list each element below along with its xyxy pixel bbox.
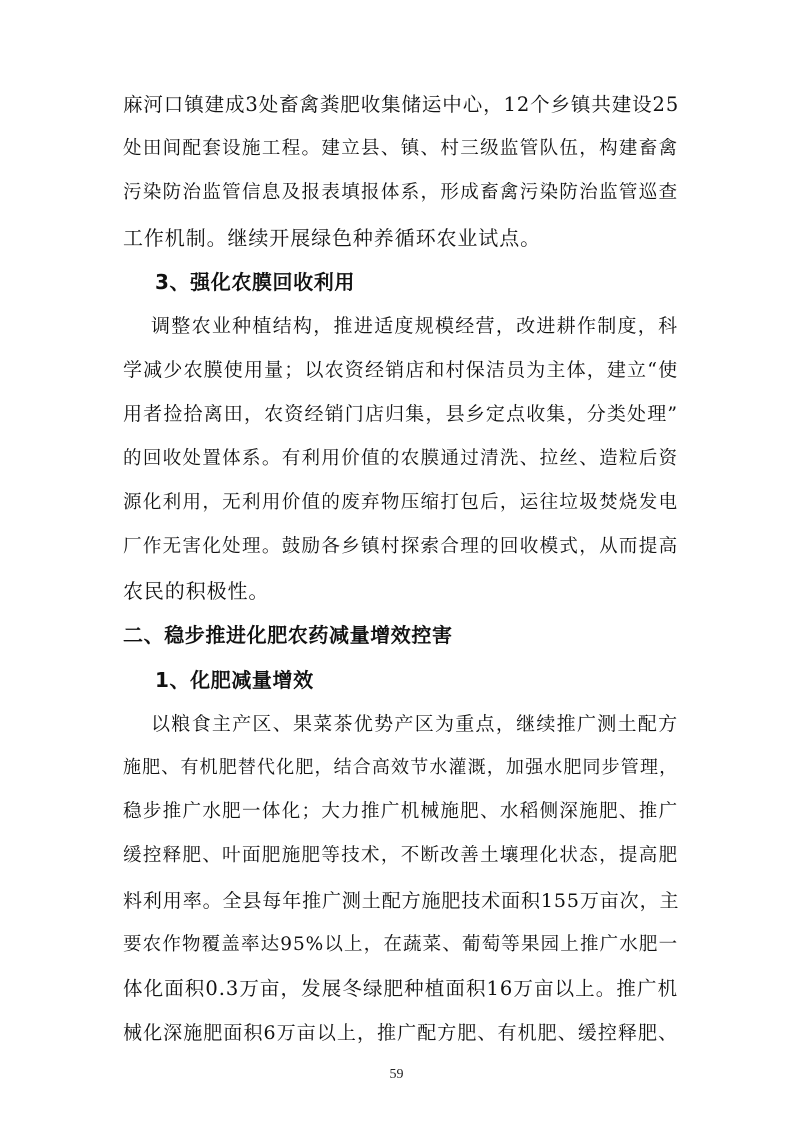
paragraph-line: 料利用率。全县每年推广测土配方施肥技术面积155万亩次，主 xyxy=(123,890,680,912)
paragraph-line: 施肥、有机肥替代化肥，结合高效节水灌溉，加强水肥同步管理， xyxy=(123,757,678,778)
subsection-heading: 3、强化农膜回收利用 xyxy=(155,270,355,294)
paragraph-line: 学减少农膜使用量；以农资经销店和村保洁员为主体，建立“使 xyxy=(123,359,678,381)
paragraph-line: 污染防治监管信息及报表填报体系，形成畜禽污染防治监管巡查 xyxy=(123,182,678,203)
subsection-heading: 1、化肥减量增效 xyxy=(155,668,314,692)
paragraph-line: 以粮食主产区、果菜茶优势产区为重点，继续推广测土配方 xyxy=(151,713,678,735)
paragraph-line: 械化深施肥面积6万亩以上，推广配方肥、有机肥、缓控释肥、 xyxy=(123,1022,678,1044)
paragraph-line: 厂作无害化处理。鼓励各乡镇村探索合理的回收模式，从而提高 xyxy=(123,536,678,557)
paragraph-line: 工作机制。继续开展绿色种养循环农业试点。 xyxy=(123,226,541,250)
paragraph-line: 稳步推广水肥一体化；大力推广机械施肥、水稻侧深施肥、推广 xyxy=(123,801,678,822)
paragraph-line: 调整农业种植结构，推进适度规模经营，改进耕作制度，科 xyxy=(151,315,678,337)
paragraph-line: 用者捡拾离田，农资经销门店归集，县乡定点收集，分类处理” xyxy=(123,403,678,425)
paragraph-line: 体化面积0.3万亩，发展冬绿肥种植面积16万亩以上。推广机 xyxy=(123,977,678,1000)
paragraph-line: 处田间配套设施工程。建立县、镇、村三级监管队伍，构建畜禽 xyxy=(123,138,678,159)
paragraph-line: 源化利用，无利用价值的废弃物压缩打包后，运往垃圾焚烧发电 xyxy=(123,492,678,513)
paragraph-line: 的回收处置体系。有利用价值的农膜通过清洗、拉丝、造粒后资 xyxy=(123,448,678,469)
paragraph-line: 农民的积极性。 xyxy=(123,579,270,603)
paragraph-line: 要农作物覆盖率达95%以上，在蔬菜、葡萄等果园上推广水肥一 xyxy=(123,934,678,955)
section-heading: 二、稳步推进化肥农药减量增效控害 xyxy=(123,623,453,647)
paragraph-line: 缓控释肥、叶面肥施肥等技术，不断改善土壤理化状态，提高肥 xyxy=(123,845,678,866)
paragraph-line: 麻河口镇建成3处畜禽粪肥收集储运中心，12个乡镇共建设25 xyxy=(123,93,680,116)
page-number: 59 xyxy=(389,1067,404,1082)
